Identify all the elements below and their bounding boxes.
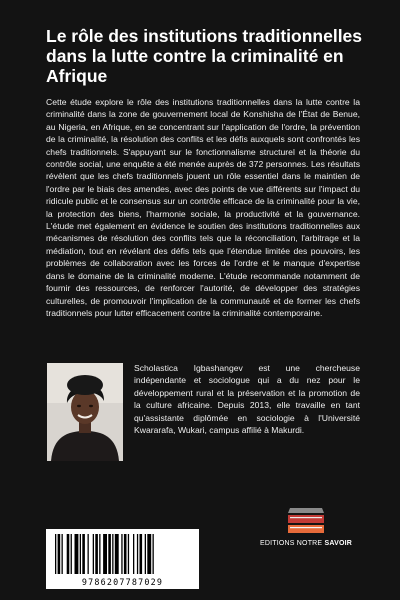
publisher-emphasis: SAVOIR: [324, 540, 352, 547]
publisher-prefix: EDITIONS NOTRE: [260, 540, 323, 547]
publisher-name: [258, 540, 354, 547]
barcode-bar: [121, 534, 122, 574]
author-photo: [47, 363, 123, 461]
barcode-bar: [103, 534, 107, 574]
barcode-bar: [75, 534, 79, 574]
book-title: Le rôle des institutions traditionnelles dans la lutte contre la criminalité en Afrique: [46, 26, 363, 86]
barcode-bar: [55, 534, 56, 574]
barcode-bar: [147, 534, 151, 574]
barcode-bar: [124, 534, 127, 574]
barcode-bar: [115, 534, 119, 574]
barcode-bar: [93, 534, 94, 574]
barcode-bar: [88, 534, 89, 574]
barcode-bar: [128, 534, 129, 574]
barcode-bar: [108, 534, 111, 574]
author-bio: Scholastica Igbashangev est une chercheuse indépendante et sociologue qui a du nez pour le développement rural et la préservation et la promotion de la culture africaine. Depuis 2013, elle travaille en tant qu'assistante diplômée en sociologie à l'Université Kwararafa, Wukari, campus affilié à Makurdi.: [134, 363, 360, 436]
isbn-digits: 9786207787029: [81, 577, 164, 587]
barcode-bar: [95, 534, 98, 574]
barcode-bar: [58, 534, 61, 574]
book-summary: Cette étude explore le rôle des institutions traditionnelles dans la lutte contre la criminalité dans la zone de gouvernement local de Konshisha de l'État de Benue, au Nigeria, en Afrique, en se concentrant sur l'application de l'ordre, la prévention de la criminalité, la résolution des conflits et les défis auxquels sont confrontés les chefs traditionnels. S'appuyant sur le fonctionnalisme structurel et la théorie du contrôle social, une enquête a été menée auprès de 372 personnes. Les résultats révèlent que les chefs traditionnels jouent un rôle essentiel dans le maintien de l'ordre par le biais des amendes, avec des points de vue différents sur l'impact du ridicule public et le consensus sur un contrôle efficace de la criminalité pour la vie, la protection des biens, l'harmonie sociale, la productivité et la gouvernance. L'étude met également en évidence le soutien des institutions traditionnelles aux mécanismes de résolution des conflits tels que la réconciliation, l'arbitrage et la médiation, tout en révélant des défis tels que l'étendue limitée des pouvoirs, les problèmes de collaboration avec les forces de l'ordre et le manque d'expertise dans le domaine de la criminalité moderne. L'étude recommande notamment de fournir des ressources, de renforcer l'autorité, de développer des stratégies culturelles, de promouvoir l'implication de la communauté et de former les chefs traditionnels pour lutter efficacement contre la criminalité contemporaine.: [46, 97, 360, 318]
barcode-bar: [140, 534, 143, 574]
isbn-barcode: [46, 529, 199, 589]
barcode-bar: [80, 534, 81, 574]
barcode-bar: [99, 534, 100, 574]
barcode-bar: [153, 534, 154, 574]
barcode-bar: [82, 534, 85, 574]
barcode-bar: [67, 534, 70, 574]
barcode-bar: [112, 534, 113, 574]
barcode-bar: [137, 534, 138, 574]
barcode-bars: [55, 534, 190, 574]
author-portrait-icon: [47, 363, 123, 461]
publisher-logo: [258, 504, 354, 550]
barcode-bar: [145, 534, 146, 574]
stacked-books-icon: [284, 504, 328, 538]
barcode-bar: [62, 534, 63, 574]
barcode-bar: [133, 534, 134, 574]
barcode-bar: [71, 534, 72, 574]
